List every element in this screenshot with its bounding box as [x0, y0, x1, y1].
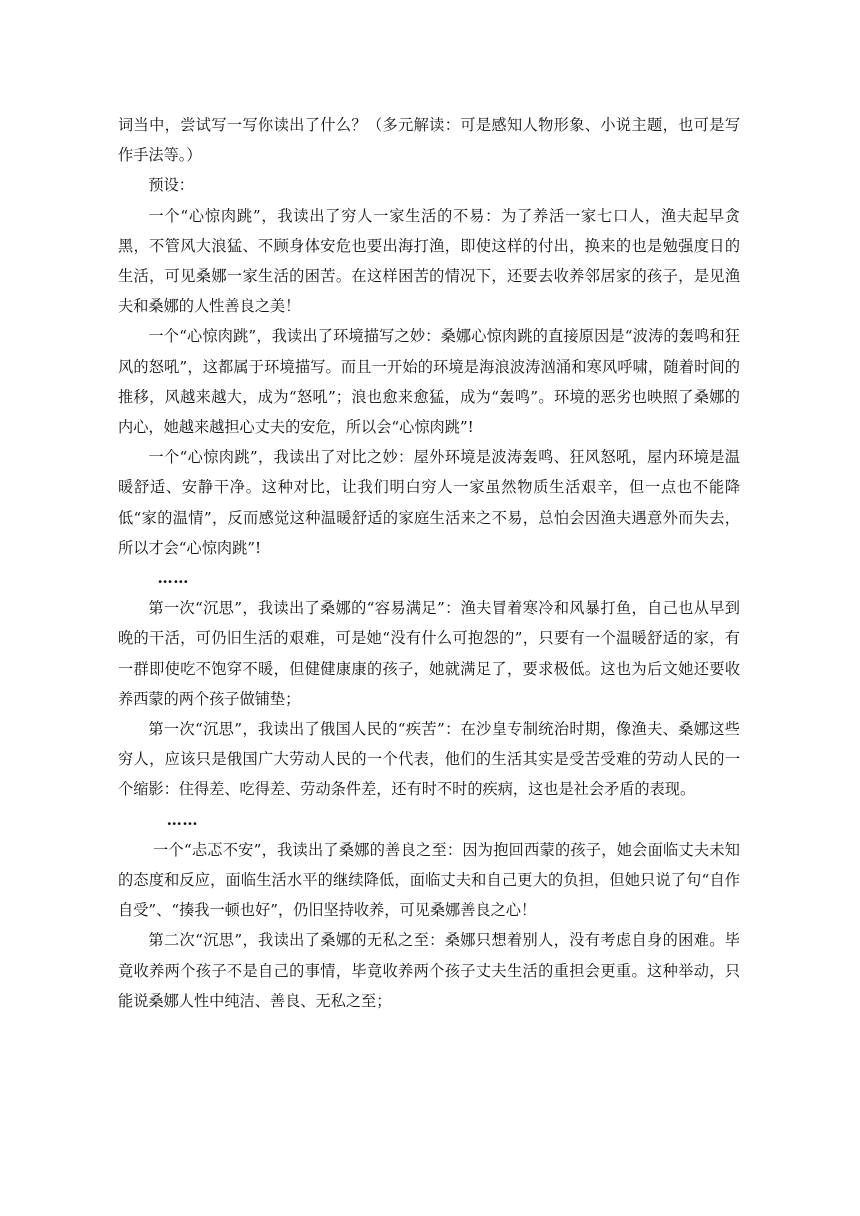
paragraph-intro-continuation: 词当中，尝试写一写你读出了什么？（多元解读：可是感知人物形象、小说主题，也可是写作手法等。）: [118, 116, 740, 165]
ellipsis-2: ……: [166, 810, 198, 829]
paragraph-first-contemplation-suffering: 第一次“沉思”，我读出了俄国人民的“疾苦”：在沙皇专制统治时期，像渔夫、桑娜这些穷人，应该只是俄国广大劳动人民的一个代表，他们的生活其实是受苦受难的劳动人民的一个缩影：住得差、吃得差、劳动条件差，还有时不时的疾病，这也是社会矛盾的表现。: [118, 720, 740, 799]
paragraph-preset-label: 预设：: [148, 176, 194, 195]
paragraph-second-contemplation: 第二次“沉思”，我读出了桑娜的无私之至：桑娜只想着别人，没有考虑自身的困难。毕竟收养两个孩子不是自己的事情，毕竟收养两个孩子丈夫生活的重担会更重。这种举动，只能说桑娜人性中纯洁、善良、无私之至；: [118, 931, 740, 1010]
paragraph-contrast: 一个“心惊肉跳”，我读出了对比之妙：屋外环境是波涛轰鸣、狂风怒吼，屋内环境是温暖舒适、安静干净。这种对比，让我们明白穷人一家虽然物质生活艰辛，但一点也不能降低“家的温情”，反而感觉这种温暖舒适的家庭生活来之不易，总怕会因渔夫遇意外而失去，所以才会“心惊肉跳”!: [118, 448, 740, 557]
paragraph-hardship: 一个“心惊肉跳”，我读出了穷人一家生活的不易：为了养活一家七口人，渔夫起早贪黑，不管风大浪猛、不顾身体安危也要出海打渔，即使这样的付出，换来的也是勉强度日的生活，可见桑娜一家生活的困苦。在这样困苦的情况下，还要去收养邻居家的孩子，是见渔夫和桑娜的人性善良之美！: [118, 206, 740, 316]
paragraph-first-contemplation-content: 第一次“沉思”，我读出了桑娜的“容易满足”：渔夫冒着寒冷和风暴打鱼，自己也从早到晚的干活，可仍旧生活的艰难，可是她“没有什么可抱怨的”，只要有一个温暖舒适的家，有一群即使吃不饱穿不暖，但健健康康的孩子，她就满足了，要求极低。这也为后文她还要收养西蒙的两个孩子做铺垫；: [118, 599, 740, 708]
paragraph-uneasy-kindness: 一个“忐忑不安”，我读出了桑娜的善良之至：因为抱回西蒙的孩子，她会面临丈夫未知的态度和反应，面临生活水平的继续降低，面临丈夫和自己更大的负担，但她只说了句“自作自受”、“揍我一顿也好”，仍旧坚持收养，可见桑娜善良之心！: [118, 840, 740, 920]
document-body: [118, 110, 740, 1016]
paragraph-environment: 一个“心惊肉跳”，我读出了环境描写之妙：桑娜心惊肉跳的直接原因是“波涛的轰鸣和狂风的怒吼”，这都属于环境描写。而且一开始的环境是海浪波涛汹涌和寒风呼啸，随着时间的推移，风越来越大，成为“怒吼”；浪也愈来愈猛，成为“轰鸣”。环境的恶劣也映照了桑娜的内心，她越来越担心丈夫的安危，所以会“心惊肉跳”!: [118, 327, 740, 437]
ellipsis-1: ……: [157, 569, 189, 588]
